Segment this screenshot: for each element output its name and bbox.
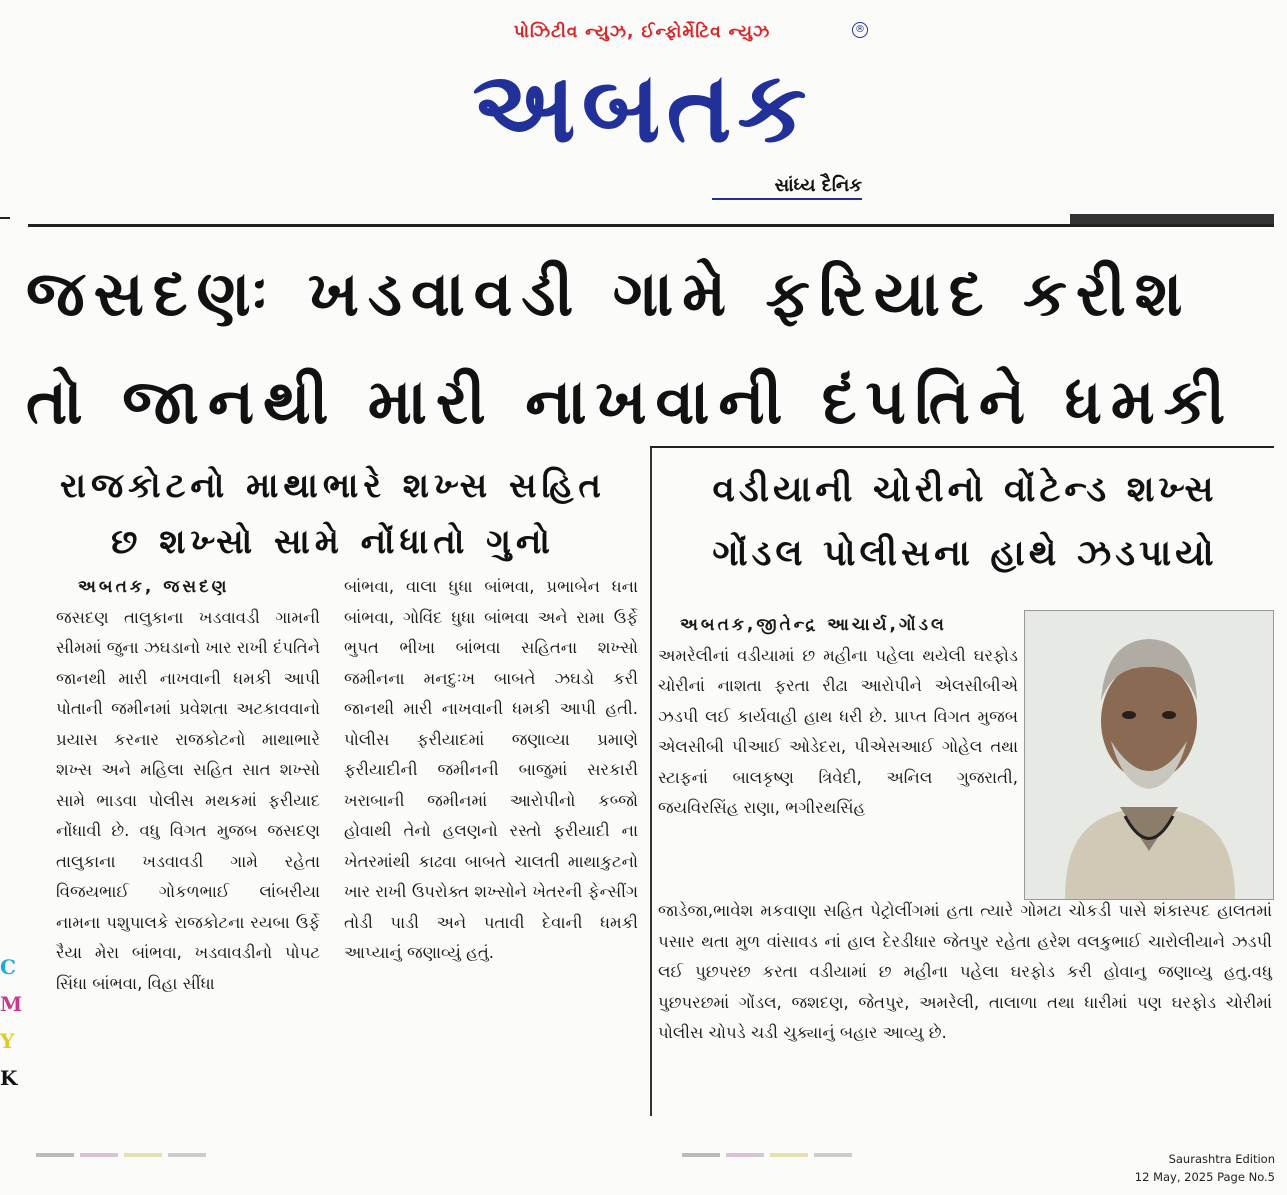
person-portrait-icon (1025, 611, 1273, 899)
registration-bars-left (36, 1142, 212, 1146)
left-subhead-line-2: છ શખ્સો સામે નોંધાતો ગુનો (111, 522, 555, 562)
left-story-byline: અબતક, જસદણ (78, 577, 230, 597)
right-subhead-line-2: ગોંડલ પોલીસના હાથે ઝડપાયો (712, 533, 1218, 574)
cmyk-mark-k: K (0, 1066, 18, 1090)
masthead (0, 0, 1287, 225)
headline-line-2: તો જાનથી મારી નાખવાની દંપતિને ધમકી (26, 365, 1235, 438)
top-rule (28, 224, 1274, 227)
right-story-body-wide: જાડેજા,ભાવેશ મકવાણા સહિત પેટ્રોલીંગમાં હતા ત્યારે ગોમટા ચોકડી પાસે શંકાસ્પદ હાલતમાં પસાર થતા મુળ વાંસાવડ નાં હાલ દેરડીધાર જેતપુર રહેતા હરેશ વલકુભાઈ ચારોલીયાને ઝડપી લઈ પુછપરછ કરતા વડીયામાં છ મહીના પહેલા ઘરફોડ કરી હોવાનુ જણાવ્યુ હતુ.વધુ પુછપરછમાં ગોંડલ, જશદણ, જેતપુર, અમરેલી, તાલાળા તથા ધારીમાં પણ ઘરફોડ ચોરીમાં પોલીસ ચોપડે ચડી ચુક્યાનું બહાર આવ્યુ છે. (658, 901, 1272, 1042)
left-story-subhead (28, 458, 638, 570)
cmyk-mark-m: M (0, 992, 23, 1016)
right-story-body-narrow: અમરેલીનાં વડીયામાં છ મહીના પહેલા થયેલી ઘરફોડ ચોરીનાં નાશતા ફરતા રીઢા આરોપીને એલસીબીએ ઝડપી લઈ કાર્યવાહી હાથ ધરી છે. પ્રાપ્ત વિગત મુજબ એલસીબી પીઆઈ ઓડેદરા, પીએસઆઈ ગોહેલ તથા સ્ટાફનાં બાલકૃષ્ણ ત્રિવેદી, અનિલ ગુજરાતી, જયવિરસિંહ રાણા, ભગીરથસિંહ (658, 645, 1018, 817)
right-subhead-line-1: વડીયાની ચોરીનો વોંટેન્ડ શખ્સ (712, 469, 1218, 510)
registered-mark-icon: ® (852, 22, 868, 38)
column-divider (650, 448, 652, 1116)
accused-photo (1024, 610, 1274, 900)
right-story-top-rule (650, 446, 1274, 448)
right-story-byline: અબતક,જીતેન્દ્ર આચાર્ય,ગોંડલ (680, 615, 947, 635)
subtitle-underline (712, 198, 862, 200)
masthead-subtitle: સાંધ્ય દૈનિક (774, 175, 862, 196)
right-story-subhead (658, 458, 1272, 586)
cmyk-mark-y: Y (0, 1029, 15, 1053)
registration-bars-right (682, 1142, 858, 1146)
right-story-column (658, 610, 1018, 824)
top-right-bar (1070, 214, 1274, 224)
edition-label: Saurashtra Edition (1168, 1152, 1275, 1166)
left-story-body-1: જસદણ તાલુકાના ખડવાવડી ગામની સીમમાં જુના ઝઘડાનો ખાર રાખી દંપતિને જાનથી મારી નાખવાની ધમકી આપી પોતાની જમીનમાં પ્રવેશતા અટકાવવાનો પ્રયાસ કરનાર રાજકોટનો માથાભારે શખ્સ અને મહિલા સહિત સાત શખ્સો સામે ભાડવા પોલીસ મથકમાં ફરીયાદ નોંધાવી છે. વધુ વિગત મુજબ જસદણ તાલુકાના ખડવાવડી ગામે રહેતા વિજયભાઈ ગોકળભાઈ લાંબરીયા નામના પશુપાલકે રાજકોટના રયબા ઉર્ફે રૈયા મેરા બાંભવા, ખડવાવડીનો પોપટ સિંધા બાંભવા, વિહા સીંધા (56, 607, 320, 993)
left-story-body-2: બાંભવા, વાલા ધુધા બાંભવા, પ્રભાબેન ધના બાંભવા, ગોવિંદ ધુધા બાંભવા અને રામા ઉર્ફે ભુપત ભીખા બાંભવા સહિતના શખ્સો જમીનના મનદુઃખ બાબતે ઝઘડો કરી જાનથી મારી નાખવાની ધમકી આપી હતી. પોલીસ ફરીયાદમાં જણાવ્યા પ્રમાણે ફરીયાદીની જમીનની બાજુમાં સરકારી ખરાબાની જમીનમાં આરોપીનો કબ્જો હોવાથી તેનો હલણનો રસ્તો ફરીયાદી ના ખેતરમાંથી કાઢવા બાબતે ચાલતી માથાકુટનો ખાર રાખી ઉપરોક્ત શખ્સોને ખેતરની ફેન્સીંગ તોડી પાડી અને પતાવી દેવાની ધમકી આપ્યાનું જણાવ્યું હતું. (344, 577, 638, 962)
main-headline (26, 240, 1276, 456)
left-story-column-1 (56, 572, 320, 999)
right-story-wide-column (658, 896, 1272, 1049)
newspaper-logo: અબતક (472, 51, 813, 165)
masthead-tagline: પોઝિટીવ ન્યુઝ, ઈન્ફોર્મેટિવ ન્યુઝ (513, 22, 771, 42)
page-footer (1135, 1150, 1275, 1186)
cmyk-mark-c: C (0, 955, 16, 979)
left-rule (0, 217, 10, 219)
headline-line-1: જસદણઃ ખડવાવડી ગામે ફરિયાદ કરીશ (26, 257, 1192, 330)
date-page-label: 12 May, 2025 Page No.5 (1134, 1170, 1275, 1184)
left-story-column-2 (344, 572, 638, 969)
left-subhead-line-1: રાજકોટનો માથાભારે શખ્સ સહિત (60, 466, 606, 506)
